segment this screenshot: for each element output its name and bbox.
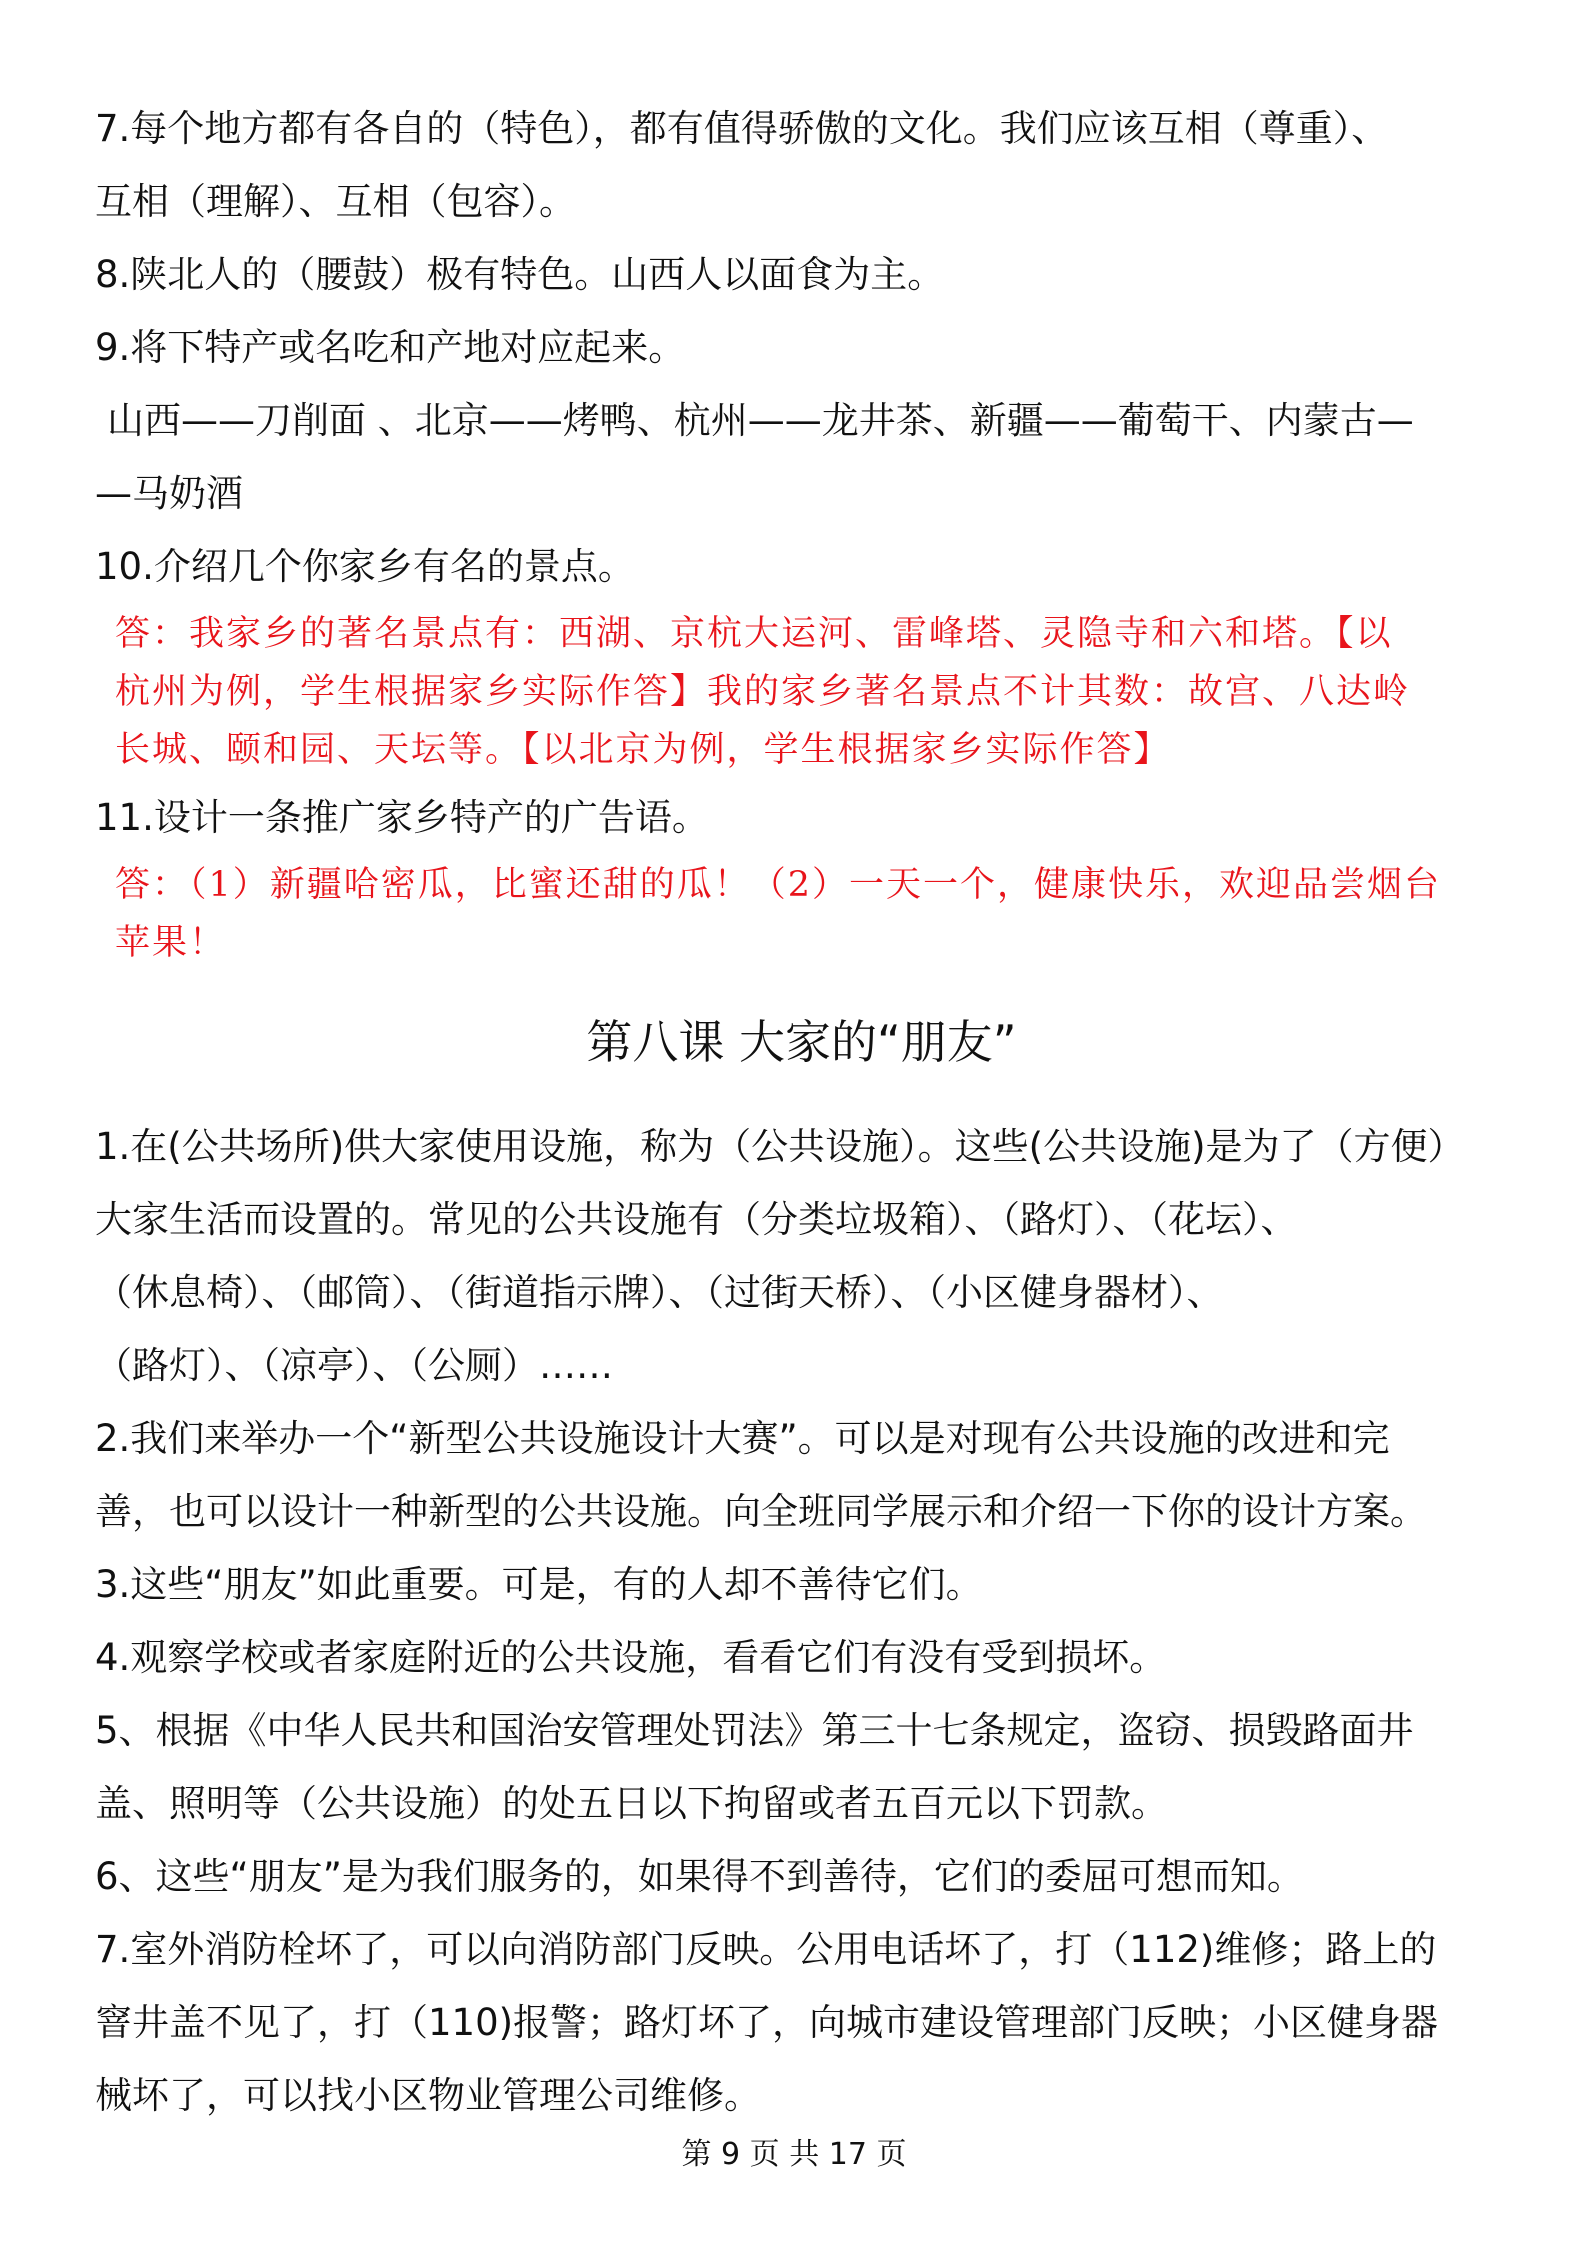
answer-11	[95, 856, 1508, 972]
answer-line: 答：（1）新疆哈密瓜，比蜜还甜的瓜！（2）一天一个，健康快乐，欢迎品尝烟台	[115, 865, 1442, 905]
text-line: 1.在(公共场所)供大家使用设施，称为（公共设施）。这些(公共设施)是为了（方便）	[95, 1125, 1465, 1168]
text-line: 山西——刀削面 、北京——烤鸭、杭州——龙井茶、新疆——葡萄干、内蒙古—	[107, 399, 1414, 442]
answer-line: 杭州为例，学生根据家乡实际作答】我的家乡著名景点不计其数：故宫、八达岭	[115, 672, 1411, 712]
text-line: 盖、照明等（公共设施）的处五日以下拘留或者五百元以下罚款。	[95, 1782, 1168, 1825]
text-line: （路灯）、（凉亭）、（公厕）……	[95, 1344, 613, 1387]
lesson-body	[95, 1110, 1508, 2132]
text-line: 9.将下特产或名吃和产地对应起来。	[95, 326, 686, 369]
text-line: 10.介绍几个你家乡有名的景点。	[95, 545, 635, 588]
text-line: 3.这些“朋友”如此重要。可是，有的人却不善待它们。	[95, 1563, 983, 1606]
text-line: 5、根据《中华人民共和国治安管理处罚法》第三十七条规定，盗窃、损毁路面井	[95, 1709, 1414, 1752]
text-line: 窨井盖不见了，打（110)报警；路灯坏了，向城市建设管理部门反映；小区健身器	[95, 2001, 1439, 2044]
text-line: 械坏了，可以找小区物业管理公司维修。	[95, 2074, 761, 2117]
lesson-title: 第八课 大家的“朋友”	[586, 1015, 1017, 1069]
text-line: 2.我们来举办一个“新型公共设施设计大赛”。可以是对现有公共设施的改进和完	[95, 1417, 1390, 1460]
answer-line: 苹果！	[115, 923, 227, 963]
answer-10	[95, 605, 1508, 779]
text-line: 6、这些“朋友”是为我们服务的，如果得不到善待，它们的委屈可想而知。	[95, 1855, 1304, 1898]
answer-line: 答：我家乡的著名景点有：西湖、京杭大运河、雷峰塔、灵隐寺和六和塔。【以	[115, 614, 1393, 654]
text-line: 11.设计一条推广家乡特产的广告语。	[95, 796, 709, 839]
text-line: 7.每个地方都有各自的（特色），都有值得骄傲的文化。我们应该互相（尊重）、	[95, 107, 1389, 150]
text-line: 7.室外消防栓坏了，可以向消防部门反映。公用电话坏了，打（112)维修；路上的	[95, 1928, 1437, 1971]
text-line: —马奶酒	[95, 472, 243, 515]
text-line: 善，也可以设计一种新型的公共设施。向全班同学展示和介绍一下你的设计方案。	[95, 1490, 1427, 1533]
text-line: 互相（理解）、互相（包容）。	[95, 180, 576, 223]
answer-line: 长城、颐和园、天坛等。【以北京为例，学生根据家乡实际作答】	[115, 730, 1171, 770]
text-line: 4.观察学校或者家庭附近的公共设施，看看它们有没有受到损坏。	[95, 1636, 1167, 1679]
text-line: 8.陕北人的（腰鼓）极有特色。山西人以面食为主。	[95, 253, 945, 296]
text-line: （休息椅）、（邮筒）、（街道指示牌）、（过街天桥）、（小区健身器材）、	[95, 1271, 1224, 1314]
page-footer: 第 9 页 共 17 页	[681, 2137, 907, 2172]
text-line: 大家生活而设置的。常见的公共设施有（分类垃圾箱）、（路灯）、（花坛）、	[95, 1198, 1298, 1241]
